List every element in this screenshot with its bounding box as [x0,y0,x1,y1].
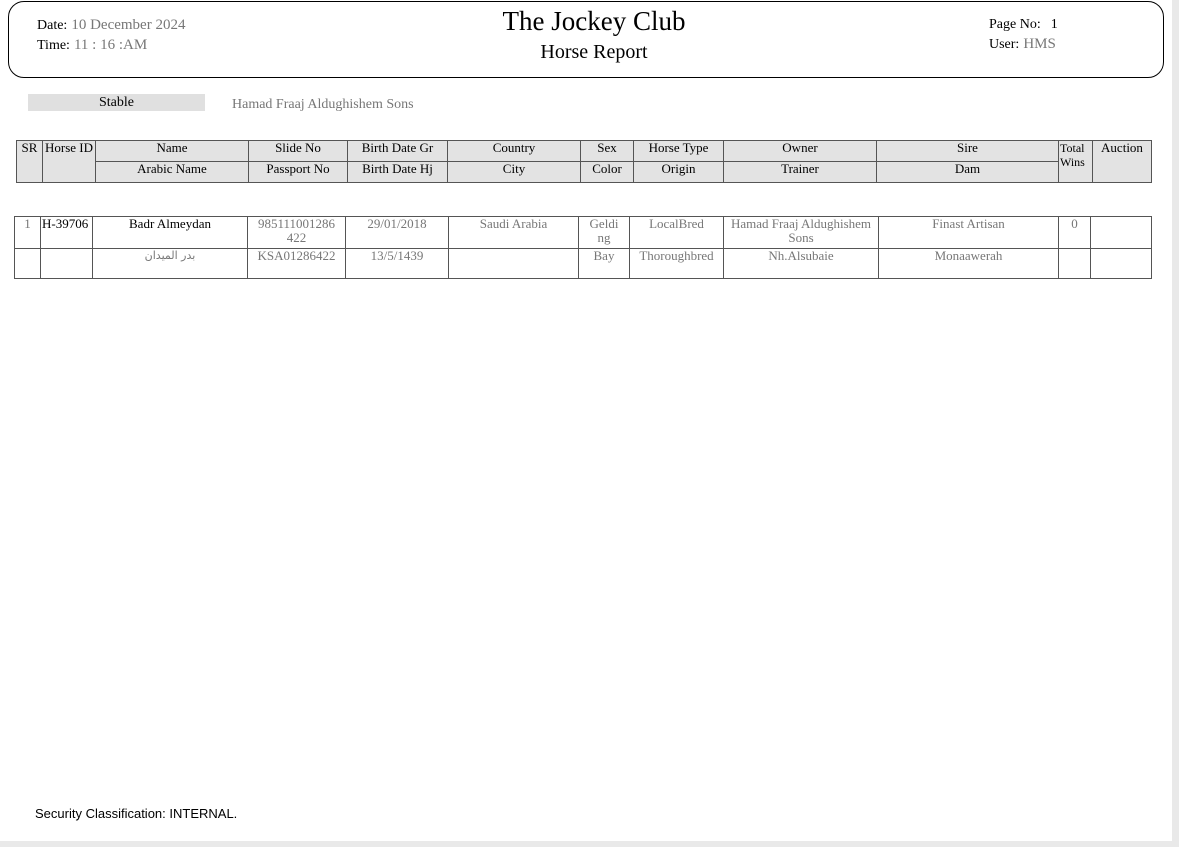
report-title: The Jockey Club [502,6,686,36]
cell-passport-no: KSA01286422 [248,249,346,279]
col-birth-gr: Birth Date Gr [348,141,448,162]
col-sire: Sire [877,141,1059,162]
report-subtitle: Horse Report [540,41,648,63]
cell-slide-no-2: 422 [286,230,307,245]
col-arabic-name: Arabic Name [96,162,249,183]
cell-sr: 1 [15,217,41,249]
cell-horse-type: LocalBred [630,217,724,249]
stable-value: Hamad Fraaj Aldughishem Sons [232,97,414,112]
cell-color: Bay [579,249,630,279]
col-horse-id: Horse ID [43,141,96,183]
stable-label: Stable [28,94,205,111]
table-row [15,217,1152,249]
cell-trainer: Nh.Alsubaie [724,249,879,279]
cell-birth-hj: 13/5/1439 [346,249,449,279]
user-line [989,35,1056,53]
cell-slide-no [248,217,346,249]
page-label: Page No: [989,17,1041,32]
col-color: Color [581,162,634,183]
cell-birth-gr: 29/01/2018 [346,217,449,249]
cell-auction [1091,217,1152,249]
column-header-table [16,140,1152,183]
date-label: Date: [37,18,68,33]
user-value: HMS [1023,36,1056,52]
cell-empty [15,249,41,279]
cell-empty [1091,249,1152,279]
col-dam: Dam [877,162,1059,183]
col-name: Name [96,141,249,162]
time-value: 11 : 16 :AM [73,37,148,53]
col-horse-type: Horse Type [634,141,724,162]
cell-origin: Thoroughbred [630,249,724,279]
date-line [37,16,185,34]
col-trainer: Trainer [724,162,877,183]
col-total-wins [1059,141,1093,183]
col-slide-no: Slide No [249,141,348,162]
cell-sex [579,217,630,249]
cell-arabic-name: بدر الميدان [93,249,248,279]
page-number-line [989,15,1058,33]
date-value: 10 December 2024 [71,17,186,33]
col-country: Country [448,141,581,162]
time-line [37,36,147,54]
horse-data-table [14,216,1152,279]
cell-total-wins: 0 [1059,217,1091,249]
cell-empty [41,249,93,279]
col-passport-no: Passport No [249,162,348,183]
col-origin: Origin [634,162,724,183]
col-city: City [448,162,581,183]
cell-country: Saudi Arabia [449,217,579,249]
security-classification: Security Classification: INTERNAL. [35,806,238,821]
col-birth-hj: Birth Date Hj [348,162,448,183]
cell-empty [1059,249,1091,279]
cell-sire: Finast Artisan [879,217,1059,249]
cell-sex-1: Geldi [589,216,619,231]
col-sex: Sex [581,141,634,162]
time-label: Time: [37,38,70,53]
col-total: Total [1060,141,1085,155]
cell-horse-id: H-39706 [41,217,93,249]
user-label: User: [989,37,1020,52]
page-value: 1 [1050,17,1058,32]
cell-owner [724,217,879,249]
cell-sex-2: ng [597,230,611,245]
cell-owner-1: Hamad Fraaj Aldughishem [730,216,872,231]
col-owner: Owner [724,141,877,162]
col-wins: Wins [1060,155,1085,169]
table-row [15,249,1152,279]
col-auction: Auction [1093,141,1152,183]
cell-slide-no-1: 985111001286 [257,216,336,231]
cell-owner-2: Sons [788,230,814,245]
col-sr: SR [17,141,43,183]
cell-dam: Monaawerah [879,249,1059,279]
cell-name: Badr Almeydan [93,217,248,249]
cell-city [449,249,579,279]
